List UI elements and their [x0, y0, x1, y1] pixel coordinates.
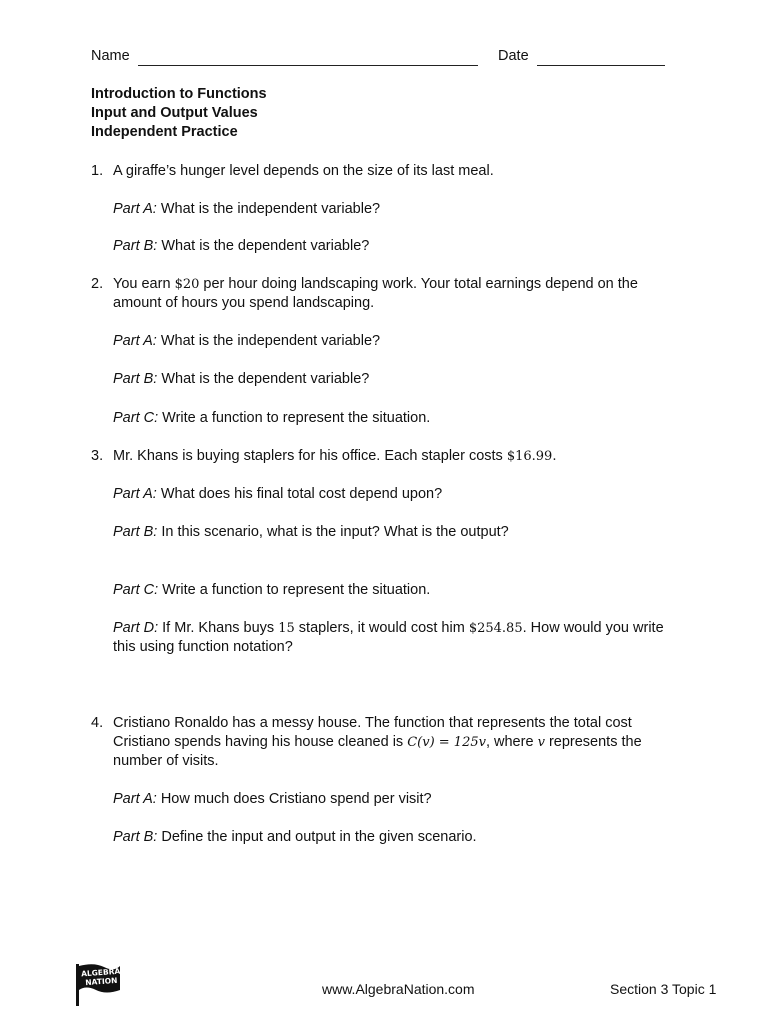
part-text: In this scenario, what is the input? What is the output?	[161, 524, 509, 540]
part-label: Part D:	[113, 620, 159, 636]
money-value: $254.85	[468, 621, 523, 636]
question-3-part-a	[113, 485, 442, 504]
footer-website: www.AlgebraNation.com	[322, 981, 475, 997]
question-1-part-a	[113, 200, 380, 219]
question-prompt	[113, 447, 731, 466]
algebra-nation-logo	[74, 962, 122, 1008]
question-4	[91, 714, 731, 771]
question-3-part-b	[113, 523, 509, 542]
question-prompt: A giraffe’s hunger level depends on the size of its last meal.	[113, 163, 494, 179]
question-number: 4.	[91, 715, 104, 731]
part-label: Part B:	[113, 238, 158, 254]
part-text: What is the independent variable?	[160, 201, 381, 217]
question-2-part-b	[113, 370, 369, 389]
logo-text-top: ALGEBRA	[80, 966, 121, 979]
prompt-text: Mr. Khans is buying staplers for his office. Each stapler costs	[113, 448, 507, 464]
part-text: Define the input and output in the given scenario.	[161, 829, 477, 845]
question-1-part-b	[113, 237, 369, 256]
footer-section: Section 3 Topic 1	[610, 981, 717, 997]
part-text: What does his final total cost depend upon?	[160, 486, 443, 502]
part-label: Part A:	[113, 201, 157, 217]
prompt-text: Cristiano spends having his house cleaned is	[113, 734, 408, 750]
page-title	[91, 85, 267, 142]
question-4-part-a	[113, 790, 432, 809]
money-value: $20	[174, 277, 200, 292]
question-prompt	[113, 714, 731, 771]
part-label: Part A:	[113, 791, 157, 807]
name-blank[interactable]	[138, 65, 478, 66]
part-label: Part B:	[113, 524, 158, 540]
title-line-3: Independent Practice	[91, 124, 238, 140]
prompt-text: You earn	[113, 276, 175, 292]
question-prompt	[113, 275, 731, 313]
money-value: $16.99.	[506, 449, 557, 464]
part-text: If Mr. Khans buys	[162, 620, 279, 636]
variable: v	[537, 735, 545, 750]
question-1	[91, 162, 731, 181]
question-2	[91, 275, 731, 313]
part-label: Part B:	[113, 371, 158, 387]
question-number: 1.	[91, 163, 104, 179]
part-text: . How would you write	[522, 620, 664, 636]
count-value: 15	[278, 621, 295, 636]
question-2-part-a	[113, 332, 380, 351]
part-text: What is the independent variable?	[160, 333, 381, 349]
name-field[interactable]	[91, 47, 478, 66]
part-label: Part A:	[113, 486, 157, 502]
date-field[interactable]	[498, 47, 665, 66]
question-number: 2.	[91, 276, 104, 292]
prompt-text: Cristiano Ronaldo has a messy house. The function that represents the total cost	[113, 715, 632, 731]
part-label: Part C:	[113, 582, 159, 598]
part-label: Part A:	[113, 333, 157, 349]
prompt-text: number of visits.	[113, 753, 219, 769]
logo-text-bottom: NATION	[85, 975, 118, 988]
date-label: Date	[498, 48, 529, 64]
prompt-text: per hour doing landscaping work. Your total earnings depend on the	[199, 276, 638, 292]
part-text: Write a function to represent the situation.	[162, 410, 431, 426]
part-label: Part B:	[113, 829, 158, 845]
question-2-part-c	[113, 409, 430, 428]
question-4-part-b	[113, 828, 477, 847]
prompt-text: amount of hours you spend landscaping.	[113, 295, 375, 311]
part-text: How much does Cristiano spend per visit?	[160, 791, 432, 807]
part-text: Write a function to represent the situation.	[162, 582, 431, 598]
part-text: staplers, it would cost him	[294, 620, 469, 636]
question-3-part-d	[113, 619, 733, 657]
part-label: Part C:	[113, 410, 159, 426]
part-text: What is the dependent variable?	[161, 371, 370, 387]
prompt-text: , where	[485, 734, 538, 750]
date-blank[interactable]	[537, 65, 665, 66]
name-label: Name	[91, 48, 130, 64]
part-text: this using function notation?	[113, 639, 293, 655]
question-3	[91, 447, 731, 466]
question-3-part-c	[113, 581, 430, 600]
question-number: 3.	[91, 448, 104, 464]
title-line-2: Input and Output Values	[91, 105, 258, 121]
function-equation: C(v) = 125v	[407, 735, 486, 750]
part-text: What is the dependent variable?	[161, 238, 370, 254]
title-line-1: Introduction to Functions	[91, 86, 267, 102]
prompt-text: represents the	[544, 734, 642, 750]
